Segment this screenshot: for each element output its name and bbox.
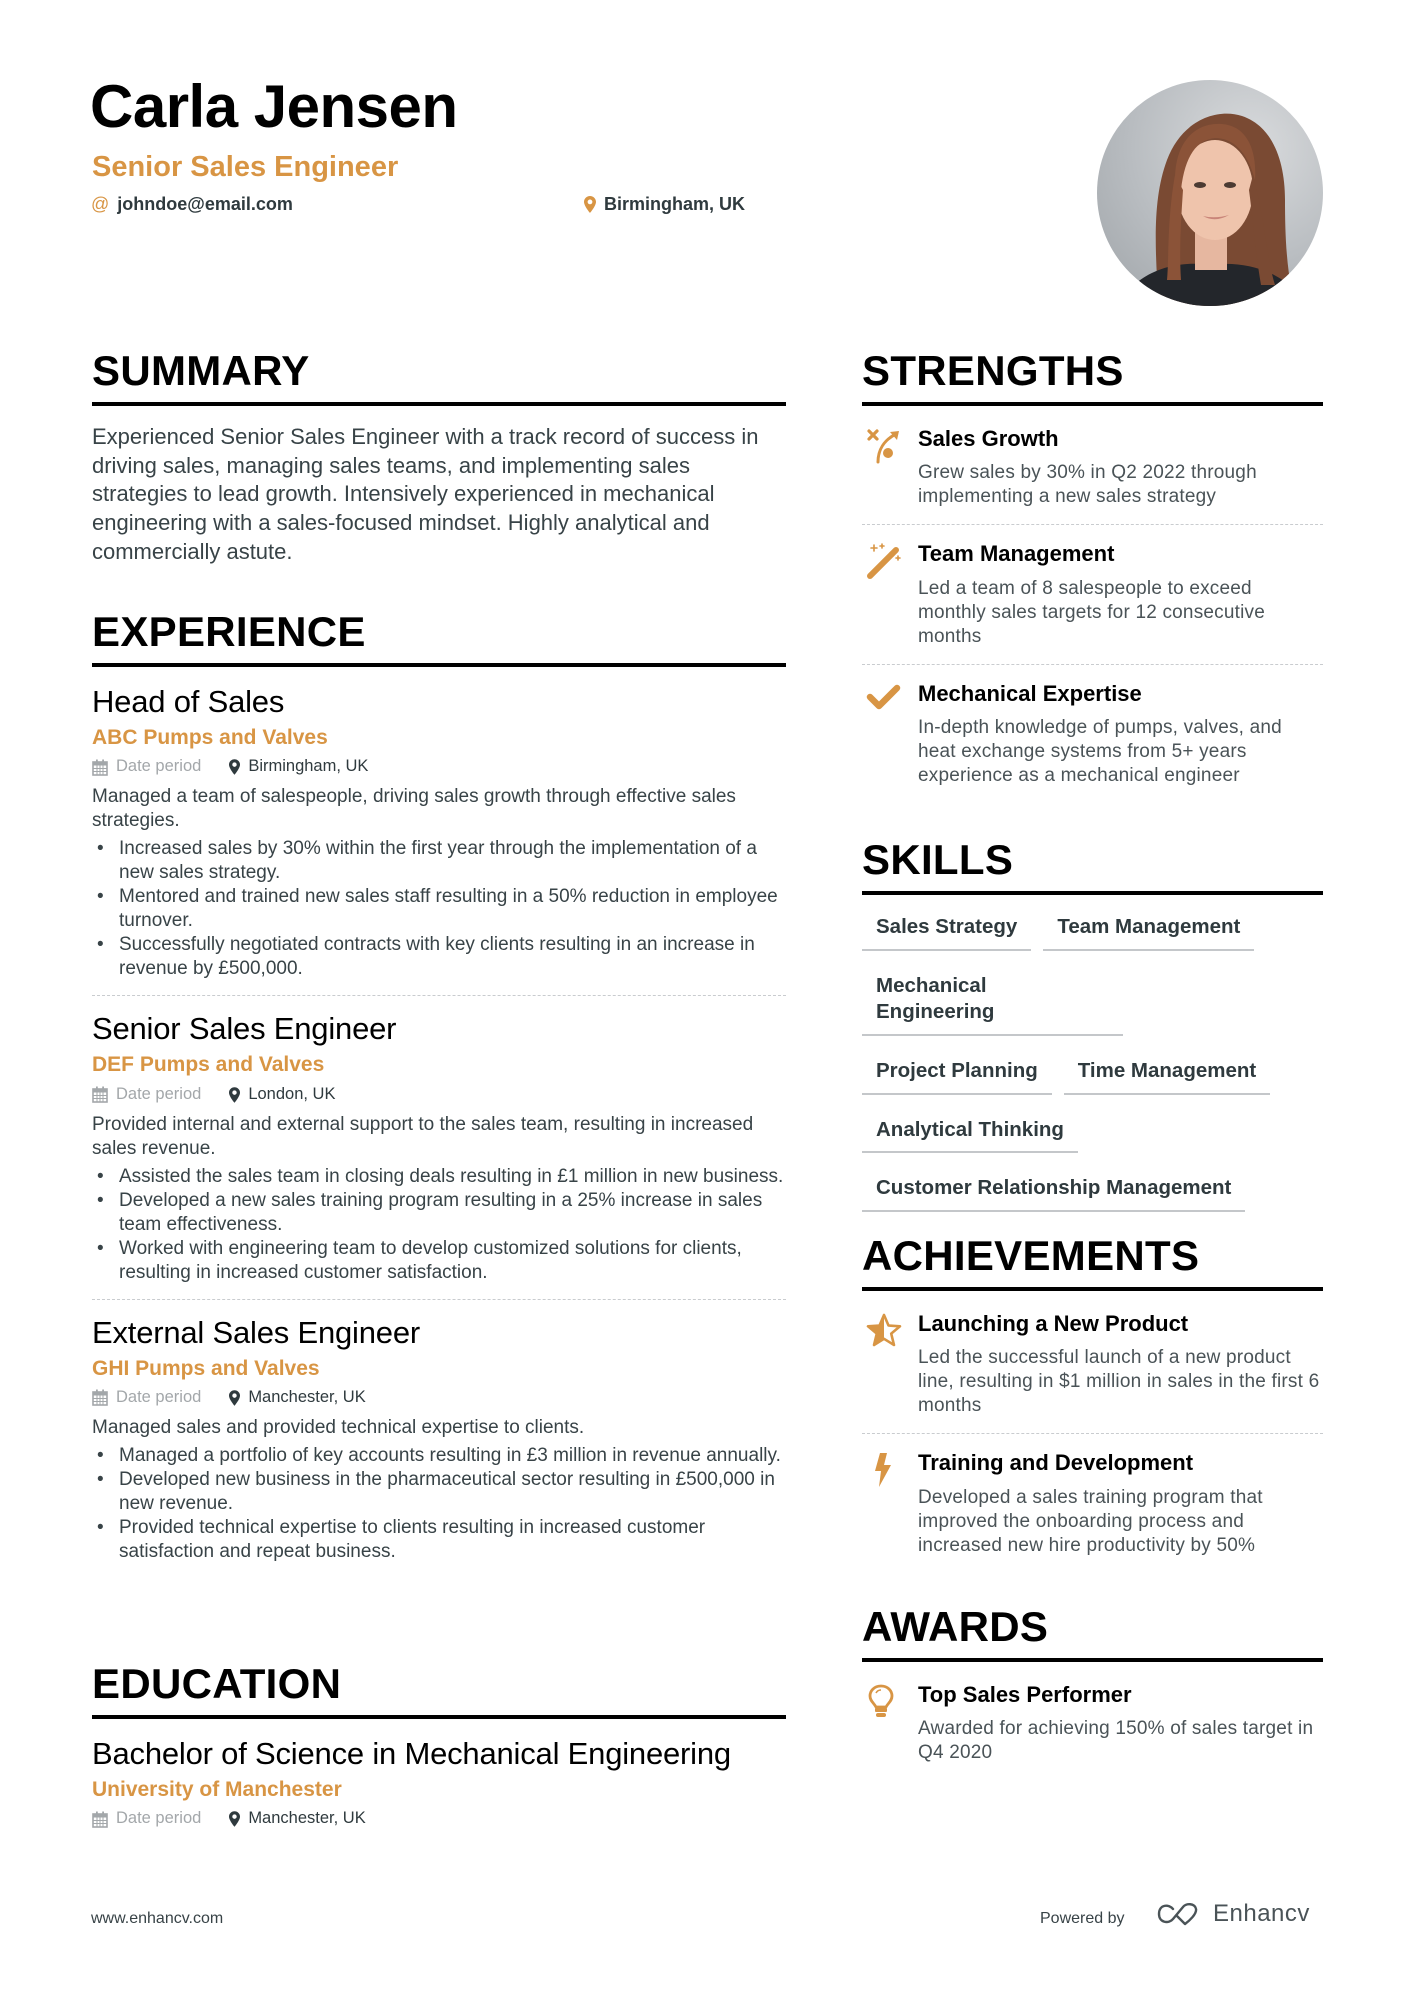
date-text: Date period <box>116 1084 202 1103</box>
strength-item <box>862 681 1323 788</box>
item-divider <box>862 524 1323 525</box>
bullet-item: • Developed a new sales training program resulting in a 25% increase in sales team effectiveness. <box>92 1189 786 1237</box>
footer-url-link[interactable]: www.enhancv.com <box>91 1910 224 1927</box>
strengths-heading: STRENGTHS <box>862 347 1124 394</box>
contact-location <box>584 194 745 216</box>
strength-description: In-depth knowledge of pumps, valves, and heat exchange systems from 5+ years experience as a mechanical engineer <box>918 717 1282 787</box>
skill-tag: Analytical Thinking <box>862 1117 1078 1154</box>
strengths-divider <box>862 402 1323 406</box>
powered-by-label: Powered by <box>1040 1910 1125 1927</box>
achievement-description: Led the successful launch of a new product line, resulting in $1 million in sales in the first 6 months <box>918 1347 1320 1417</box>
achievements-heading: ACHIEVEMENTS <box>862 1232 1200 1279</box>
location-text: Manchester, UK <box>248 1809 366 1828</box>
award-item <box>862 1682 1323 1765</box>
job-meta <box>92 1388 786 1408</box>
job-location <box>229 1388 365 1408</box>
experience-entry <box>92 1010 786 1284</box>
job-bullets <box>92 1444 786 1564</box>
enhancv-logo[interactable] <box>1155 1900 1310 1928</box>
strengths-section <box>862 347 1323 788</box>
summary-divider <box>92 402 786 406</box>
job-title: Senior Sales Engineer <box>92 1011 397 1047</box>
strategy-play-icon <box>862 426 908 509</box>
bullet-item: • Mentored and trained new sales staff resulting in a 50% reduction in employee turnover. <box>92 885 786 933</box>
calendar-icon <box>92 759 108 776</box>
lightbulb-icon <box>862 1682 908 1765</box>
company-name: GHI Pumps and Valves <box>92 1356 320 1380</box>
strength-title: Mechanical Expertise <box>918 680 1142 706</box>
job-location <box>229 757 368 777</box>
date-text: Date period <box>116 1388 202 1407</box>
job-date <box>92 757 201 777</box>
location-pin-icon <box>229 1390 240 1406</box>
education-divider <box>92 1715 786 1719</box>
awards-divider <box>862 1658 1323 1662</box>
awards-section <box>862 1603 1323 1765</box>
item-divider <box>862 664 1323 665</box>
portrait-illustration <box>1097 80 1323 306</box>
enhancv-wordmark: Enhancv <box>1213 1900 1310 1927</box>
magic-wand-icon <box>862 541 908 648</box>
job-bullets <box>92 837 786 981</box>
bullet-item: • Managed a portfolio of key accounts resulting in £3 million in revenue annually. <box>92 1444 786 1468</box>
entry-divider <box>92 1299 786 1300</box>
location-text: Birmingham, UK <box>604 194 746 214</box>
achievements-section <box>862 1232 1323 1558</box>
bullet-item: • Assisted the sales team in closing deals resulting in £1 million in new business. <box>92 1165 786 1189</box>
job-title: Head of Sales <box>92 684 285 719</box>
degree-title: Bachelor of Science in Mechanical Engineering <box>92 1736 731 1771</box>
awards-heading: AWARDS <box>862 1603 1049 1650</box>
skill-tag: Team Management <box>1043 914 1254 951</box>
school-name: University of Manchester <box>92 1778 342 1802</box>
profile-photo <box>1097 80 1323 306</box>
location-pin-icon <box>229 1811 240 1827</box>
candidate-title: Senior Sales Engineer <box>92 151 399 183</box>
job-bullets <box>92 1165 786 1285</box>
experience-entry <box>92 683 786 981</box>
achievement-title: Training and Development <box>918 1450 1194 1476</box>
candidate-name: Carla Jensen <box>90 73 458 140</box>
strength-item <box>862 541 1323 648</box>
company-name: ABC Pumps and Valves <box>92 726 328 750</box>
lightning-bolt-icon <box>862 1450 908 1557</box>
job-description: Managed a team of salespeople, driving sales growth through effective sales strategies. <box>92 786 736 832</box>
skill-tag: Customer Relationship Management <box>862 1175 1245 1212</box>
skills-list <box>862 914 1323 1212</box>
strength-title: Team Management <box>918 541 1115 567</box>
job-description: Provided internal and external support to the sales team, resulting in increased sales revenue. <box>92 1113 754 1159</box>
award-description: Awarded for achieving 150% of sales target in Q4 2020 <box>918 1718 1314 1764</box>
calendar-icon <box>92 1086 108 1103</box>
experience-section <box>92 608 786 1564</box>
location-text: Birmingham, UK <box>248 757 369 776</box>
experience-divider <box>92 663 786 667</box>
strength-description: Led a team of 8 salespeople to exceed monthly sales targets for 12 consecutive months <box>918 577 1266 647</box>
entry-divider <box>92 995 786 996</box>
summary-heading: SUMMARY <box>92 347 310 394</box>
job-meta <box>92 757 786 777</box>
star-half-icon <box>862 1311 908 1418</box>
award-title: Top Sales Performer <box>918 1682 1132 1707</box>
education-entry <box>92 1735 786 1829</box>
bullet-item: • Worked with engineering team to develop customized solutions for clients, resulting in increased customer satisfaction. <box>92 1237 786 1285</box>
bullet-item: • Developed new business in the pharmaceutical sector resulting in £500,000 in new revenue. <box>92 1468 786 1516</box>
summary-text: Experienced Senior Sales Engineer with a track record of success in driving sales, managing sales teams, and implementing sales strategies to lead growth. Intensively experienced in mechanical engineering with a sales-focused mindset. Highly analytical and commercially astute. <box>92 424 759 564</box>
date-text: Date period <box>116 1809 202 1828</box>
location-text: Manchester, UK <box>248 1388 366 1407</box>
achievement-description: Developed a sales training program that improved the onboarding process and increased new hire productivity by 50% <box>918 1486 1263 1556</box>
job-title: External Sales Engineer <box>92 1314 420 1350</box>
job-location <box>229 1085 335 1105</box>
skills-divider <box>862 891 1323 895</box>
skill-tag: Sales Strategy <box>862 914 1031 951</box>
location-pin-icon <box>229 759 240 775</box>
strength-description: Grew sales by 30% in Q2 2022 through implementing a new sales strategy <box>918 462 1257 508</box>
calendar-icon <box>92 1811 108 1828</box>
at-sign-icon: @ <box>91 194 110 214</box>
education-heading: EDUCATION <box>92 1660 342 1707</box>
company-name: DEF Pumps and Valves <box>92 1053 325 1077</box>
bullet-item: • Provided technical expertise to clients resulting in increased customer satisfaction and repeat business. <box>92 1516 786 1564</box>
item-divider <box>862 1433 1323 1434</box>
experience-heading: EXPERIENCE <box>92 608 366 655</box>
checkmark-icon <box>862 681 908 788</box>
experience-entry <box>92 1314 786 1564</box>
date-text: Date period <box>116 757 202 776</box>
skill-tag: Mechanical Engineering <box>862 973 1123 1036</box>
job-meta <box>92 1085 786 1105</box>
location-pin-icon <box>229 1087 240 1103</box>
job-description: Managed sales and provided technical expertise to clients. <box>92 1416 585 1438</box>
calendar-icon <box>92 1389 108 1406</box>
strength-title: Sales Growth <box>918 426 1059 451</box>
enhancv-infinity-heart-icon <box>1155 1901 1201 1927</box>
skills-heading: SKILLS <box>862 836 1014 883</box>
education-date <box>92 1809 201 1829</box>
location-text: London, UK <box>248 1084 336 1103</box>
education-meta <box>92 1809 786 1829</box>
education-section <box>92 1660 786 1829</box>
contact-email[interactable] <box>91 194 293 216</box>
location-pin-icon <box>584 196 596 213</box>
education-location <box>229 1809 365 1829</box>
skills-section <box>862 836 1323 1212</box>
achievements-divider <box>862 1287 1323 1291</box>
strength-item <box>862 426 1323 509</box>
achievement-item <box>862 1450 1323 1557</box>
bullet-item: • Increased sales by 30% within the first year through the implementation of a new sales strategy. <box>92 837 786 885</box>
job-date <box>92 1085 201 1105</box>
skill-tag: Project Planning <box>862 1058 1052 1095</box>
skill-tag: Time Management <box>1064 1058 1270 1095</box>
job-date <box>92 1388 201 1408</box>
achievement-title: Launching a New Product <box>918 1311 1189 1336</box>
bullet-item: • Successfully negotiated contracts with key clients resulting in an increase in revenue by £500,000. <box>92 933 786 981</box>
summary-section <box>92 347 786 567</box>
achievement-item <box>862 1311 1323 1418</box>
email-text: johndoe@email.com <box>117 194 293 214</box>
